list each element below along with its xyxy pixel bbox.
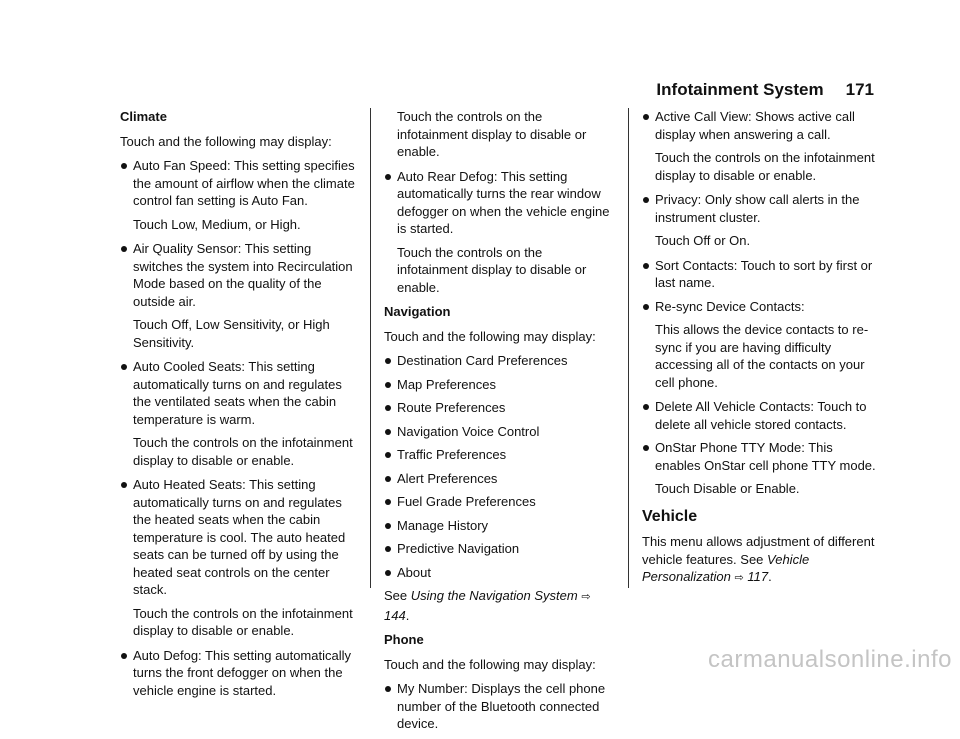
page-ref-arrow-icon: ⇨ xyxy=(734,572,744,584)
active-call-view-note: Touch the controls on the infotainment display to disable or enable. xyxy=(655,150,875,183)
page-ref-arrow-icon: ⇨ xyxy=(581,591,591,603)
bullet-auto-heated-seats: Auto Heated Seats: This setting automatically turns on and regulates the heated seats when the cabin temperature is cool. The auto heated seats can be turned off by using the heated seat controls on the center stack. xyxy=(120,476,358,599)
watermark: carmanualsonline.info xyxy=(708,646,952,673)
climate-intro: Touch and the following may display: xyxy=(120,133,332,149)
bullet-resync-contacts: Re-sync Device Contacts: xyxy=(642,298,878,316)
resync-contacts-note: This allows the device contacts to re-sync if you are having difficulty accessing all of the contacts on your cell phone. xyxy=(655,322,869,390)
phone-intro: Touch and the following may display: xyxy=(384,656,596,672)
auto-fan-speed-options: Touch Low, Medium, or High. xyxy=(133,216,301,232)
vehicle-text: This menu allows adjustment of different vehicle features. See xyxy=(642,534,875,567)
phone-heading: Phone xyxy=(384,632,424,647)
nav-list-item: Fuel Grade Preferences xyxy=(384,493,616,511)
bullet-auto-rear-defog: Auto Rear Defog: This setting automatically turns the rear window defogger on when the vehicle engine is started. xyxy=(384,168,616,238)
navigation-intro: Touch and the following may display: xyxy=(384,328,596,344)
auto-defog-note: Touch the controls on the infotainment display to disable or enable. xyxy=(397,109,587,159)
onstar-tty-options: Touch Disable or Enable. xyxy=(655,481,800,496)
vehicle-heading: Vehicle xyxy=(642,507,698,525)
nav-list-item: Navigation Voice Control xyxy=(384,423,616,441)
vehicle-paragraph: This menu allows adjustment of different vehicle features. See Vehicle Personalization ⇨ 117. xyxy=(642,534,875,584)
running-header xyxy=(656,80,874,100)
nav-list-item: Map Preferences xyxy=(384,376,616,394)
section-title: Infotainment System xyxy=(656,80,824,99)
nav-list-item: Alert Preferences xyxy=(384,470,616,488)
vehicle-reference-link[interactable]: Vehicle Personalization xyxy=(642,551,810,584)
bullet-auto-fan-speed: Auto Fan Speed: This setting specifies the amount of airflow when the climate control fan setting is Auto Fan. xyxy=(120,157,358,210)
navigation-see-reference: See Using the Navigation System ⇨ 144. xyxy=(384,588,591,623)
air-quality-options: Touch Off, Low Sensitivity, or High Sensitivity. xyxy=(133,317,330,350)
nav-list-item: Predictive Navigation xyxy=(384,540,616,558)
see-reference-page[interactable]: 144 xyxy=(384,607,406,623)
navigation-heading: Navigation xyxy=(384,304,451,319)
column-3 xyxy=(642,108,878,595)
column-1 xyxy=(120,108,358,705)
nav-list-item: Manage History xyxy=(384,517,616,535)
auto-rear-defog-note: Touch the controls on the infotainment display to disable or enable. xyxy=(397,244,587,295)
bullet-active-call-view: Active Call View: Shows active call display when answering a call. xyxy=(642,108,878,143)
see-reference-link[interactable]: Using the Navigation System xyxy=(410,588,578,603)
bullet-onstar-tty: OnStar Phone TTY Mode: This enables OnStar cell phone TTY mode. xyxy=(642,439,878,474)
vehicle-reference-page[interactable]: 117 xyxy=(747,569,769,584)
nav-list-item: About xyxy=(384,564,616,582)
bullet-air-quality-sensor: Air Quality Sensor: This setting switches the system into Recirculation Mode based on the quality of the outside air. xyxy=(120,240,358,310)
nav-list-item: Route Preferences xyxy=(384,399,616,417)
bullet-privacy: Privacy: Only show call alerts in the instrument cluster. xyxy=(642,191,878,226)
climate-heading: Climate xyxy=(120,109,167,124)
nav-list-item: Traffic Preferences xyxy=(384,446,616,464)
see-prefix: See xyxy=(384,588,408,603)
page-number: 171 xyxy=(845,80,874,99)
bullet-sort-contacts: Sort Contacts: Touch to sort by first or last name. xyxy=(642,257,878,292)
bullet-auto-cooled-seats: Auto Cooled Seats: This setting automatically turns on and regulates the ventilated seats when the cabin temperature is warm. xyxy=(120,358,358,428)
bullet-auto-defog: Auto Defog: This setting automatically turns the front defogger on when the vehicle engine is started. xyxy=(120,647,358,700)
auto-heated-seats-note: Touch the controls on the infotainment display to disable or enable. xyxy=(133,605,353,638)
column-2 xyxy=(384,108,616,739)
bullet-delete-contacts: Delete All Vehicle Contacts: Touch to delete all vehicle stored contacts. xyxy=(642,398,878,433)
column-divider xyxy=(370,108,371,588)
column-divider xyxy=(628,108,629,588)
nav-list-item: Destination Card Preferences xyxy=(384,352,616,370)
privacy-options: Touch Off or On. xyxy=(655,233,751,248)
bullet-my-number: My Number: Displays the cell phone number of the Bluetooth connected device. xyxy=(384,680,616,733)
auto-cooled-seats-note: Touch the controls on the infotainment display to disable or enable. xyxy=(133,435,353,468)
